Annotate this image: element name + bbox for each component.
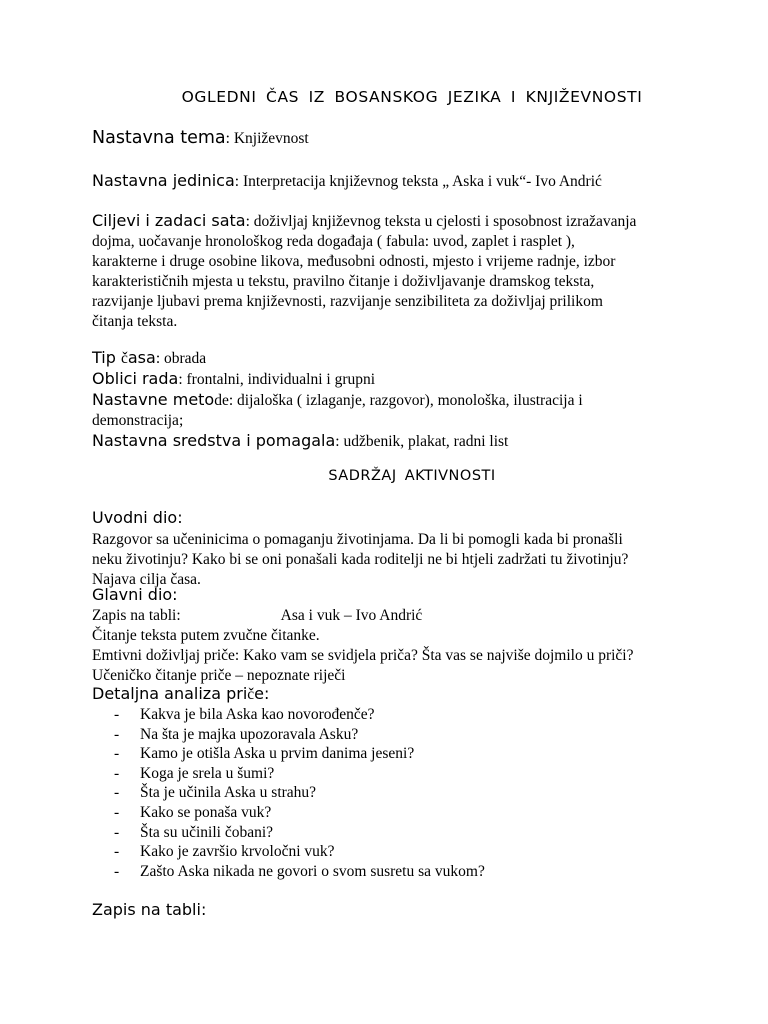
ciljevi-line: čitanja teksta.	[92, 313, 178, 330]
list-item: - Šta je učinila Aska u strahu?	[114, 783, 485, 803]
sadrzaj-heading: SADRŽAJ AKTIVNOSTI	[328, 468, 496, 484]
ciljevi-label: Ciljevi i zadaci sata	[92, 211, 246, 230]
nastavna-jedinica-line	[92, 171, 602, 191]
list-item: - Šta su učinili čobani?	[114, 823, 485, 843]
nastavne-metode-value: de: dijaloška ( izlaganje, razgovor), monološka, ilustracija i	[214, 392, 583, 409]
list-item: - Zašto Aska nikada ne govori o svom susretu sa vukom?	[114, 862, 485, 882]
ciljevi-line: karakterne i druge osobine likova, međusobni odnosti, mjesto i vrijeme radnje, izbor	[92, 253, 616, 270]
nastavna-sredstva-value: : udžbenik, plakat, radni list	[335, 433, 509, 450]
document-title: OGLEDNI ČAS IZ BOSANSKOG JEZIKA I KNJIŽEVNOSTI	[181, 88, 643, 106]
glavni-dio-paragraph	[92, 606, 732, 686]
list-item: - Koga je srela u šumi?	[114, 764, 485, 784]
nastavna-sredstva-line	[92, 431, 732, 452]
ciljevi-line: dojma, uočavanje hronološkog reda događaja ( fabula: uvod, zaplet i rasplet ),	[92, 233, 575, 250]
ciljevi-paragraph	[92, 211, 732, 332]
nastavna-tema-line	[92, 128, 309, 148]
glavni-dio-heading: Glavni dio:	[92, 585, 178, 604]
detaljna-analiza-heading: Detaljna analiza priče:	[92, 684, 270, 703]
oblici-rada-label: Oblici rada	[92, 369, 179, 388]
uvodni-line: Najava cilja časa.	[92, 571, 201, 588]
glavni-line: Emtivni doživljaj priče: Kako vam se svidjela priča? Šta vas se najviše dojmilo u priči?	[92, 647, 634, 664]
analysis-question-list	[114, 705, 485, 881]
tip-casa-value: : obrada	[155, 350, 207, 367]
ciljevi-line: karakterističnih mjesta u tekstu, pravilno čitanje i doživljavanje dramskog teksta,	[92, 273, 595, 290]
uvodni-dio-heading: Uvodni dio:	[92, 508, 183, 527]
nastavne-metode-line	[92, 390, 732, 411]
glavni-line: Čitanje teksta putem zvučne čitanke.	[92, 627, 320, 644]
nastavna-tema-value: : Književnost	[225, 130, 309, 147]
nastavna-jedinica-label: Nastavna jedinica	[92, 171, 235, 190]
ciljevi-line: razvijanje ljubavi prema književnosti, razvijanje senzibiliteta za doživljaj prilikom	[92, 293, 603, 310]
uvodni-dio-paragraph	[92, 530, 732, 590]
zapis-na-tabli-heading: Zapis na tabli:	[92, 900, 207, 919]
glavni-zapis-value: Asa i vuk – Ivo Andrić	[280, 607, 423, 624]
uvodni-line: neku životinju? Kako bi se oni ponašali kada roditelji ne bi htjeli zadržati tu životinju?	[92, 551, 629, 568]
nastavne-metode-line-2: demonstracija;	[92, 412, 184, 429]
oblici-rada-line	[92, 369, 732, 390]
nastavna-tema-label: Nastavna tema	[92, 128, 226, 148]
glavni-zapis-line: Zapis na tabli: Asa i vuk – Ivo Andrić	[92, 607, 423, 624]
list-item: - Kako je završio krvoločni vuk?	[114, 842, 485, 862]
nastavna-sredstva-label: Nastavna sredstva i pomagala	[92, 431, 336, 450]
ciljevi-first-line: : doživljaj književnog teksta u cjelosti i sposobnost izražavanja	[245, 213, 637, 230]
glavni-line: Učeničko čitanje priče – nepoznate riječi	[92, 667, 346, 684]
metadata-block	[92, 348, 732, 452]
uvodni-line: Razgovor sa učeninicima o pomaganju životinjama. Da li bi pomogli kada bi pronašli	[92, 531, 623, 548]
list-item: - Kako se ponaša vuk?	[114, 803, 485, 823]
list-item: - Na šta je majka upozoravala Asku?	[114, 725, 485, 745]
oblici-rada-value: : frontalni, individualni i grupni	[178, 371, 376, 388]
nastavne-metode-label: Nastavne meto	[92, 390, 215, 409]
tip-casa-line: Tip časa: obrada	[92, 348, 207, 367]
list-item: - Kakva je bila Aska kao novorođenče?	[114, 705, 485, 725]
nastavna-jedinica-value: : Interpretacija književnog teksta „ Aska i vuk“- Ivo Andrić	[234, 173, 602, 190]
list-item: - Kamo je otišla Aska u prvim danima jeseni?	[114, 744, 485, 764]
